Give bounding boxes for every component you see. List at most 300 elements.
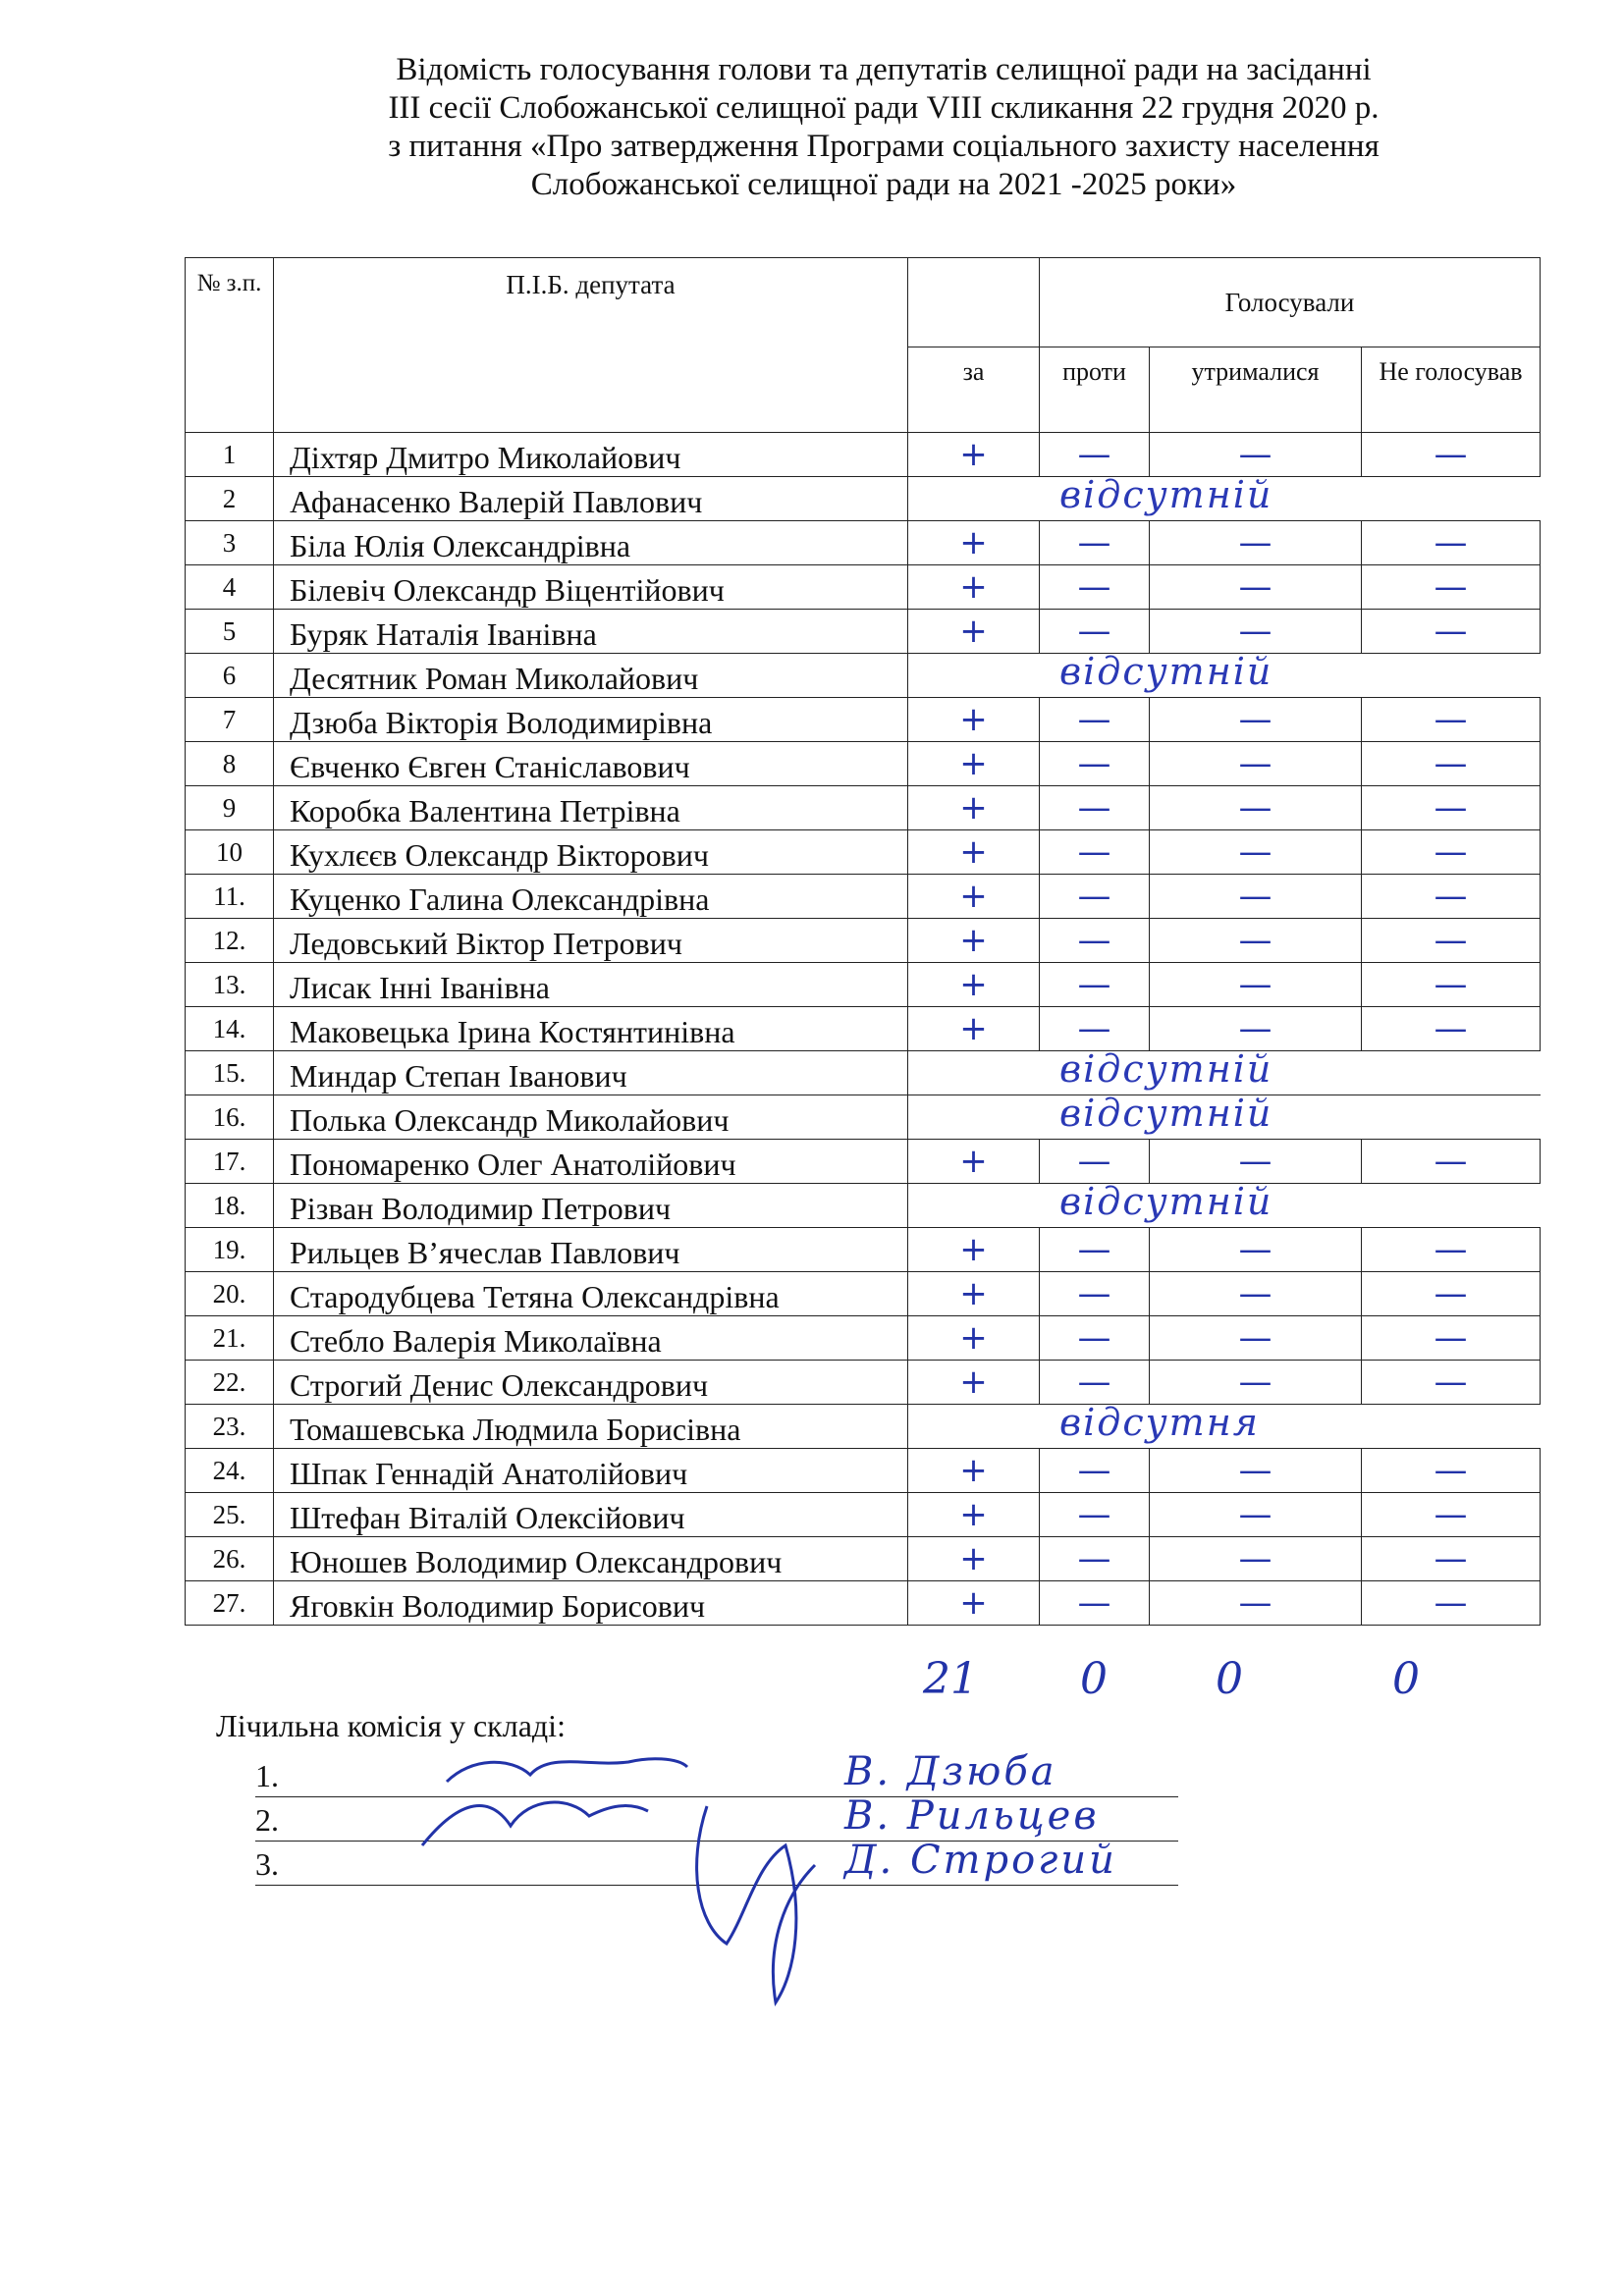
vote-cell-not-voted <box>1362 1316 1541 1361</box>
vote-cell-for <box>908 433 1040 477</box>
vote-cell-against <box>1040 919 1150 963</box>
table-row <box>186 963 1541 1007</box>
plus-mark: + <box>959 1274 988 1313</box>
counting-commission-label: Лічильна комісія у складі: <box>216 1708 566 1743</box>
vote-cell-against <box>1040 610 1150 654</box>
vote-cell-abstained <box>1150 1581 1362 1626</box>
row-number: 21. <box>186 1316 274 1361</box>
dash-mark: — <box>1238 1583 1272 1623</box>
vote-cell-for <box>908 1316 1040 1361</box>
vote-cell-abstained <box>1150 875 1362 919</box>
deputy-name: Штефан Віталій Олексійович <box>274 1493 908 1537</box>
dash-mark: — <box>1434 788 1468 828</box>
dash-mark: — <box>1077 523 1111 562</box>
vote-cell-for <box>908 1140 1040 1184</box>
vote-cell-for <box>908 1228 1040 1272</box>
vote-cell-for <box>908 565 1040 610</box>
dash-mark: — <box>1077 788 1111 828</box>
vote-cell-abstained <box>1150 610 1362 654</box>
vote-cell-abstained <box>1150 919 1362 963</box>
row-number: 17. <box>186 1140 274 1184</box>
dash-mark: — <box>1238 1230 1272 1269</box>
row-number: 7 <box>186 698 274 742</box>
deputy-name: Євченко Євген Станіславович <box>274 742 908 786</box>
title-line-4: Слобожанської селищної ради на 2021 -2025 роки» <box>530 167 1237 202</box>
title-line-1: Відомість голосування голови та депутатів селищної ради на засіданні <box>396 52 1372 87</box>
table-row <box>186 1051 1541 1095</box>
vote-cell-against <box>1040 698 1150 742</box>
table-row <box>186 1316 1541 1361</box>
plus-mark: + <box>959 1362 988 1402</box>
vote-cell-against <box>1040 473 1273 521</box>
dash-mark: — <box>1238 612 1272 651</box>
header-not-voted: Не голосував <box>1362 347 1541 433</box>
dash-mark: — <box>1077 612 1111 651</box>
plus-mark: + <box>959 523 988 562</box>
plus-mark: + <box>959 877 988 916</box>
vote-cell-not-voted <box>1362 477 1541 521</box>
row-number: 3 <box>186 521 274 565</box>
dash-mark: — <box>1434 877 1468 916</box>
vote-cell-against <box>1040 830 1150 875</box>
row-number: 20. <box>186 1272 274 1316</box>
plus-mark: + <box>959 744 988 783</box>
deputy-name: Шпак Геннадій Анатолійович <box>274 1449 908 1493</box>
table-row <box>186 742 1541 786</box>
table-row <box>186 1184 1541 1228</box>
table-row <box>186 1228 1541 1272</box>
header-blank <box>908 258 1040 347</box>
vote-cell-against <box>1040 565 1150 610</box>
vote-cell-abstained <box>1150 963 1362 1007</box>
row-number: 5 <box>186 610 274 654</box>
table-row <box>186 1493 1541 1537</box>
absent-note: відсутня <box>1059 1401 1260 1444</box>
dash-mark: — <box>1077 877 1111 916</box>
dash-mark: — <box>1077 1142 1111 1181</box>
vote-cell-for <box>908 698 1040 742</box>
document-title <box>196 51 1571 204</box>
vote-cell-not-voted <box>1362 875 1541 919</box>
deputy-name: Афанасенко Валерій Павлович <box>274 477 908 521</box>
vote-cell-not-voted <box>1362 830 1541 875</box>
vote-cell-abstained <box>1150 1361 1362 1405</box>
dash-mark: — <box>1077 1451 1111 1490</box>
deputy-name: Дзюба Вікторія Володимирівна <box>274 698 908 742</box>
dash-mark: — <box>1434 612 1468 651</box>
dash-mark: — <box>1077 921 1111 960</box>
deputy-name: Юношев Володимир Олександрович <box>274 1537 908 1581</box>
vote-cell-abstained <box>1150 565 1362 610</box>
table-row <box>186 1449 1541 1493</box>
dash-mark: — <box>1238 1362 1272 1402</box>
deputy-name: Строгий Денис Олександрович <box>274 1361 908 1405</box>
vote-cell-against <box>1040 433 1150 477</box>
vote-cell-against <box>1040 786 1150 830</box>
vote-cell-against <box>1040 1007 1150 1051</box>
vote-cell-against <box>1040 1047 1273 1095</box>
dash-mark: — <box>1434 1318 1468 1358</box>
table-row <box>186 1581 1541 1626</box>
deputy-name: Пономаренко Олег Анатолійович <box>274 1140 908 1184</box>
absent-note: відсутній <box>1059 650 1273 693</box>
vote-cell-for <box>908 1449 1040 1493</box>
plus-mark: + <box>959 1583 988 1623</box>
plus-mark: + <box>959 965 988 1004</box>
commission-member-signature: В. Дзюба <box>844 1749 1057 1794</box>
vote-cell-for <box>908 963 1040 1007</box>
table-row <box>186 1140 1541 1184</box>
title-line-2: ІІІ сесії Слобожанської селищної ради VIII скликання 22 грудня 2020 р. <box>388 90 1380 126</box>
dash-mark: — <box>1077 700 1111 739</box>
vote-cell-for <box>908 919 1040 963</box>
vote-cell-abstained <box>1150 1449 1362 1493</box>
total-not-voted: 0 <box>1392 1654 1420 1704</box>
vote-cell-not-voted <box>1362 433 1541 477</box>
commission-member-signature: Д. Строгий <box>844 1838 1117 1883</box>
vote-cell-against <box>1040 521 1150 565</box>
table-row <box>186 830 1541 875</box>
vote-cell-against <box>1040 1272 1150 1316</box>
table-row <box>186 610 1541 654</box>
vote-cell-abstained <box>1150 521 1362 565</box>
vote-cell-not-voted <box>1362 565 1541 610</box>
table-row <box>186 698 1541 742</box>
vote-cell-against <box>1040 650 1273 698</box>
dash-mark: — <box>1238 1274 1272 1313</box>
vote-cell-not-voted <box>1362 654 1541 698</box>
deputy-name: Рильцев В’ячеслав Павлович <box>274 1228 908 1272</box>
plus-mark: + <box>959 1230 988 1269</box>
dash-mark: — <box>1434 965 1468 1004</box>
total-against: 0 <box>1080 1654 1108 1704</box>
vote-cell-against <box>1040 1401 1260 1449</box>
deputy-name: Куценко Галина Олександрівна <box>274 875 908 919</box>
vote-cell-not-voted <box>1362 742 1541 786</box>
table-row <box>186 477 1541 521</box>
vote-cell-not-voted <box>1362 1405 1541 1449</box>
deputy-name: Буряк Наталія Іванівна <box>274 610 908 654</box>
row-number: 6 <box>186 654 274 698</box>
dash-mark: — <box>1238 921 1272 960</box>
commission-member-num: 2. <box>255 1802 279 1838</box>
vote-cell-not-voted <box>1362 963 1541 1007</box>
table-row <box>186 1537 1541 1581</box>
vote-cell-not-voted <box>1362 1361 1541 1405</box>
commission-member-3 <box>255 1838 1178 1886</box>
vote-cell-against <box>1040 963 1150 1007</box>
vote-cell-not-voted <box>1362 1095 1541 1140</box>
dash-mark: — <box>1077 435 1111 474</box>
row-number: 12. <box>186 919 274 963</box>
vote-cell-for <box>908 1007 1040 1051</box>
vote-cell-abstained <box>1150 786 1362 830</box>
vote-cell-not-voted <box>1362 1449 1541 1493</box>
deputy-name: Десятник Роман Миколайович <box>274 654 908 698</box>
dash-mark: — <box>1434 435 1468 474</box>
dash-mark: — <box>1238 788 1272 828</box>
vote-cell-for <box>908 1493 1040 1537</box>
vote-cell-against <box>1040 1493 1150 1537</box>
absent-note: відсутній <box>1059 473 1273 516</box>
deputy-name: Стебло Валерія Миколаївна <box>274 1316 908 1361</box>
dash-mark: — <box>1238 1318 1272 1358</box>
vote-cell-not-voted <box>1362 698 1541 742</box>
dash-mark: — <box>1238 700 1272 739</box>
row-number: 10 <box>186 830 274 875</box>
dash-mark: — <box>1077 1495 1111 1534</box>
commission-member-num: 1. <box>255 1758 279 1793</box>
dash-mark: — <box>1238 744 1272 783</box>
dash-mark: — <box>1434 567 1468 607</box>
row-number: 4 <box>186 565 274 610</box>
dash-mark: — <box>1434 523 1468 562</box>
vote-cell-against <box>1040 1180 1273 1228</box>
plus-mark: + <box>959 832 988 872</box>
absent-note: відсутній <box>1059 1047 1273 1091</box>
vote-cell-for <box>908 521 1040 565</box>
deputy-name: Білевіч Олександр Віцентійович <box>274 565 908 610</box>
vote-cell-against <box>1040 1537 1150 1581</box>
vote-cell-not-voted <box>1362 786 1541 830</box>
vote-cell-not-voted <box>1362 1537 1541 1581</box>
vote-cell-against <box>1040 1316 1150 1361</box>
row-number: 23. <box>186 1405 274 1449</box>
deputy-name: Лисак Інні Іванівна <box>274 963 908 1007</box>
table-row <box>186 1007 1541 1051</box>
deputy-name: Стародубцева Тетяна Олександрівна <box>274 1272 908 1316</box>
commission-member-2 <box>255 1793 1178 1842</box>
row-number: 25. <box>186 1493 274 1537</box>
table-row <box>186 875 1541 919</box>
plus-mark: + <box>959 788 988 828</box>
dash-mark: — <box>1077 567 1111 607</box>
deputy-name: Яговкін Володимир Борисович <box>274 1581 908 1626</box>
vote-cell-for <box>908 1405 1040 1449</box>
commission-member-signature: В. Рильцев <box>844 1793 1100 1839</box>
deputy-name: Діхтяр Дмитро Миколайович <box>274 433 908 477</box>
table-row <box>186 1361 1541 1405</box>
deputy-name: Маковецька Ірина Костянтинівна <box>274 1007 908 1051</box>
vote-cell-not-voted <box>1362 1007 1541 1051</box>
vote-cell-not-voted <box>1362 1228 1541 1272</box>
row-number: 22. <box>186 1361 274 1405</box>
dash-mark: — <box>1238 523 1272 562</box>
commission-member-num: 3. <box>255 1846 279 1882</box>
dash-mark: — <box>1434 832 1468 872</box>
header-name: П.І.Б. депутата <box>274 258 908 433</box>
row-number: 2 <box>186 477 274 521</box>
vote-cell-not-voted <box>1362 610 1541 654</box>
vote-cell-abstained <box>1150 433 1362 477</box>
deputy-name: Коробка Валентина Петрівна <box>274 786 908 830</box>
vote-cell-against <box>1040 1140 1150 1184</box>
vote-cell-abstained <box>1150 1228 1362 1272</box>
table-row <box>186 565 1541 610</box>
vote-cell-for <box>908 1361 1040 1405</box>
header-for: за <box>908 347 1040 433</box>
row-number: 9 <box>186 786 274 830</box>
voting-table <box>185 257 1541 1626</box>
vote-cell-not-voted <box>1362 1184 1541 1228</box>
dash-mark: — <box>1238 1539 1272 1578</box>
plus-mark: + <box>959 1451 988 1490</box>
vote-cell-against <box>1040 1449 1150 1493</box>
table-row <box>186 1405 1541 1449</box>
dash-mark: — <box>1434 744 1468 783</box>
vote-cell-for <box>908 1095 1040 1140</box>
vote-cell-not-voted <box>1362 919 1541 963</box>
vote-cell-against <box>1040 742 1150 786</box>
dash-mark: — <box>1238 877 1272 916</box>
dash-mark: — <box>1434 1142 1468 1181</box>
dash-mark: — <box>1077 1362 1111 1402</box>
plus-mark: + <box>959 700 988 739</box>
table-row <box>186 654 1541 698</box>
vote-cell-for <box>908 786 1040 830</box>
dash-mark: — <box>1077 832 1111 872</box>
plus-mark: + <box>959 1318 988 1358</box>
vote-cell-abstained <box>1150 830 1362 875</box>
vote-cell-for <box>908 1184 1040 1228</box>
vote-cell-for <box>908 654 1040 698</box>
vote-cell-not-voted <box>1362 1140 1541 1184</box>
vote-cell-not-voted <box>1362 1493 1541 1537</box>
dash-mark: — <box>1238 1009 1272 1048</box>
dash-mark: — <box>1077 1583 1111 1623</box>
deputy-name: Кухлєєв Олександр Вікторович <box>274 830 908 875</box>
dash-mark: — <box>1434 700 1468 739</box>
row-number: 16. <box>186 1095 274 1140</box>
deputy-name: Різван Володимир Петрович <box>274 1184 908 1228</box>
dash-mark: — <box>1238 1142 1272 1181</box>
vote-cell-not-voted <box>1362 1272 1541 1316</box>
dash-mark: — <box>1434 1451 1468 1490</box>
table-row <box>186 1095 1541 1140</box>
vote-cell-against <box>1040 1581 1150 1626</box>
dash-mark: — <box>1077 744 1111 783</box>
dash-mark: — <box>1077 965 1111 1004</box>
vote-cell-not-voted <box>1362 1581 1541 1626</box>
dash-mark: — <box>1238 965 1272 1004</box>
deputy-name: Полька Олександр Миколайович <box>274 1095 908 1140</box>
table-row <box>186 1272 1541 1316</box>
absent-note: відсутній <box>1059 1092 1273 1135</box>
deputy-name: Томашевська Людмила Борисівна <box>274 1405 908 1449</box>
dash-mark: — <box>1434 921 1468 960</box>
table-row <box>186 786 1541 830</box>
dash-mark: — <box>1434 1495 1468 1534</box>
table-row <box>186 521 1541 565</box>
plus-mark: + <box>959 1009 988 1048</box>
row-number: 15. <box>186 1051 274 1095</box>
dash-mark: — <box>1238 832 1272 872</box>
row-number: 19. <box>186 1228 274 1272</box>
vote-cell-abstained <box>1150 742 1362 786</box>
vote-cell-against <box>1040 1228 1150 1272</box>
dash-mark: — <box>1434 1539 1468 1578</box>
row-number: 11. <box>186 875 274 919</box>
vote-cell-against <box>1040 875 1150 919</box>
plus-mark: + <box>959 435 988 474</box>
commission-member-1 <box>255 1749 1178 1797</box>
dash-mark: — <box>1434 1274 1468 1313</box>
dash-mark: — <box>1077 1539 1111 1578</box>
row-number: 1 <box>186 433 274 477</box>
dash-mark: — <box>1077 1274 1111 1313</box>
vote-cell-for <box>908 1051 1040 1095</box>
vote-cell-abstained <box>1150 1272 1362 1316</box>
dash-mark: — <box>1077 1318 1111 1358</box>
title-line-3: з питання «Про затвердження Програми соціального захисту населення <box>388 129 1380 164</box>
plus-mark: + <box>959 921 988 960</box>
dash-mark: — <box>1434 1009 1468 1048</box>
row-number: 8 <box>186 742 274 786</box>
vote-cell-abstained <box>1150 1140 1362 1184</box>
header-abstained: утрималися <box>1150 347 1362 433</box>
dash-mark: — <box>1238 435 1272 474</box>
vote-cell-abstained <box>1150 1007 1362 1051</box>
voting-table-body <box>186 433 1541 1626</box>
dash-mark: — <box>1434 1583 1468 1623</box>
plus-mark: + <box>959 1539 988 1578</box>
dash-mark: — <box>1077 1230 1111 1269</box>
dash-mark: — <box>1077 1009 1111 1048</box>
vote-cell-abstained <box>1150 1493 1362 1537</box>
row-number: 27. <box>186 1581 274 1626</box>
vote-cell-against <box>1040 1092 1273 1140</box>
dash-mark: — <box>1238 1451 1272 1490</box>
row-number: 14. <box>186 1007 274 1051</box>
vote-cell-abstained <box>1150 1316 1362 1361</box>
vote-cell-for <box>908 1272 1040 1316</box>
header-number: № з.п. <box>186 258 274 433</box>
row-number: 18. <box>186 1184 274 1228</box>
row-number: 24. <box>186 1449 274 1493</box>
table-row <box>186 433 1541 477</box>
total-abstained: 0 <box>1216 1654 1243 1704</box>
vote-cell-for <box>908 477 1040 521</box>
plus-mark: + <box>959 1495 988 1534</box>
table-row <box>186 919 1541 963</box>
deputy-name: Миндар Степан Іванович <box>274 1051 908 1095</box>
vote-cell-for <box>908 1581 1040 1626</box>
plus-mark: + <box>959 612 988 651</box>
vote-cell-against <box>1040 1361 1150 1405</box>
vote-cell-abstained <box>1150 698 1362 742</box>
vote-cell-for <box>908 830 1040 875</box>
dash-mark: — <box>1238 567 1272 607</box>
deputy-name: Ледовський Віктор Петрович <box>274 919 908 963</box>
vote-cell-for <box>908 875 1040 919</box>
vote-cell-for <box>908 742 1040 786</box>
row-number: 13. <box>186 963 274 1007</box>
vote-cell-abstained <box>1150 1537 1362 1581</box>
dash-mark: — <box>1434 1230 1468 1269</box>
total-for: 21 <box>923 1654 978 1704</box>
vote-cell-for <box>908 610 1040 654</box>
absent-note: відсутній <box>1059 1180 1273 1223</box>
vote-cell-not-voted <box>1362 521 1541 565</box>
dash-mark: — <box>1238 1495 1272 1534</box>
vote-totals <box>903 1654 1453 1713</box>
row-number: 26. <box>186 1537 274 1581</box>
plus-mark: + <box>959 1142 988 1181</box>
vote-cell-not-voted <box>1362 1051 1541 1095</box>
deputy-name: Біла Юлія Олександрівна <box>274 521 908 565</box>
vote-cell-for <box>908 1537 1040 1581</box>
dash-mark: — <box>1434 1362 1468 1402</box>
